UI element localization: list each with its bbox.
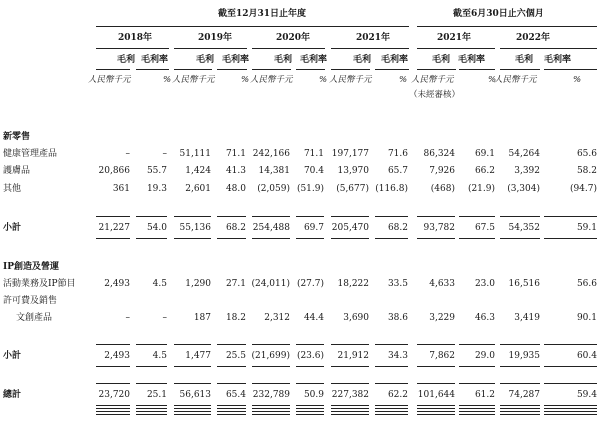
double-rule-total-b-gm-2020 <box>296 411 324 415</box>
section-ip: IP創造及營運 <box>3 262 59 272</box>
cell-gm-2018: 54.0 <box>146 223 167 233</box>
rule-above-subtotal-ip-gp-2020 <box>252 344 290 345</box>
rule-above-subtotal-retail-gp-2019 <box>174 216 211 217</box>
cell-gm-2021: 68.2 <box>387 223 408 233</box>
cell-gm-2021-h1: 29.0 <box>474 351 495 361</box>
cell-gm-2018: 4.5 <box>152 351 167 361</box>
cell-gm-2018: – <box>162 149 167 159</box>
rule-above-subtotal-retail-gm-2022-h1 <box>544 216 597 217</box>
cell-gm-2021: 62.2 <box>387 390 408 400</box>
unit-rmb-2018: 人民幣千元 <box>88 75 131 85</box>
double-rule-total-b-gp-2021-h1 <box>417 411 455 415</box>
row-label-other: 其他 <box>3 184 22 194</box>
cell-gp-2022-h1: 54,264 <box>508 149 540 159</box>
cell-gm-2018: 19.3 <box>146 184 167 194</box>
cell-gp-2021-h1: 7,926 <box>429 166 455 176</box>
cell-gm-2018: 4.5 <box>152 279 167 289</box>
rule-gp-2020 <box>252 69 291 70</box>
double-rule-total-gm-2019 <box>217 405 246 409</box>
rule-above-total-gp-2019 <box>174 383 211 384</box>
double-rule-total-b-gp-2021 <box>331 411 369 415</box>
cell-gp-2021: 21,912 <box>337 351 369 361</box>
cell-gm-2020: 70.4 <box>303 166 324 176</box>
unit-rmb-2019: 人民幣千元 <box>172 75 215 85</box>
divider-2019 <box>174 48 247 49</box>
year-2021: 2021年 <box>356 33 391 43</box>
rule-gp-2021 <box>331 69 370 70</box>
rule-below-subtotal-ip-gp-2021 <box>331 366 369 367</box>
cell-gp-2018: 20,866 <box>98 166 130 176</box>
rule-gp-2018 <box>96 69 130 70</box>
unit-pct-2020: % <box>319 75 328 85</box>
double-rule-total-gm-2021 <box>375 405 408 409</box>
cell-gm-2020: 69.7 <box>303 223 324 233</box>
double-rule-total-gp-2021 <box>331 405 369 409</box>
unit-rmb-2020: 人民幣千元 <box>250 75 293 85</box>
cell-gp-2018: 23,720 <box>98 390 130 400</box>
rule-above-total-gp-2018 <box>96 383 130 384</box>
rule-above-subtotal-retail-gp-2021 <box>331 216 369 217</box>
header-six-months: 截至6月30日止六個月 <box>453 9 544 19</box>
cell-gm-2019: 27.1 <box>225 279 246 289</box>
cell-gm-2020: (51.9) <box>296 184 324 194</box>
year-2018: 2018年 <box>118 33 153 43</box>
rule-above-subtotal-retail-gm-2021-h1 <box>459 216 495 217</box>
row-label-ip-license: 許可費及銷售 <box>3 296 58 306</box>
cell-gp-2020: (21,699) <box>251 351 290 361</box>
unaudited-note: （未經審核） <box>409 90 461 100</box>
cell-gp-2021: 205,470 <box>331 223 369 233</box>
cell-gp-2020: 14,381 <box>258 166 290 176</box>
double-rule-total-gp-2018 <box>96 405 130 409</box>
cell-gm-2020: (23.6) <box>296 351 324 361</box>
cell-gm-2021: 71.6 <box>387 149 408 159</box>
col-gm-2018: 毛利率 <box>141 55 169 65</box>
rule-below-subtotal-ip-gm-2020 <box>296 366 324 367</box>
cell-gm-2018: – <box>162 313 167 323</box>
double-rule-total-b-gm-2019 <box>217 411 246 415</box>
cell-gp-2021-h1: 93,782 <box>423 223 455 233</box>
rule-above-subtotal-retail-gm-2021 <box>375 216 408 217</box>
rule-above-total-gm-2019 <box>217 383 246 384</box>
row-label-skincare: 護膚品 <box>3 166 31 176</box>
cell-gp-2020: 2,312 <box>264 313 290 323</box>
cell-gm-2020: 71.1 <box>303 149 324 159</box>
cell-gm-2018: 25.1 <box>146 390 167 400</box>
rule-below-subtotal-retail-gm-2022-h1 <box>544 238 597 239</box>
rule-above-subtotal-ip-gp-2021-h1 <box>417 344 455 345</box>
cell-gm-2020: (27.7) <box>296 279 324 289</box>
double-rule-total-b-gp-2022-h1 <box>500 411 540 415</box>
rule-above-total-gm-2020 <box>296 383 324 384</box>
col-gm-2021-h1: 毛利率 <box>458 55 486 65</box>
rule-below-subtotal-retail-gm-2018 <box>136 238 167 239</box>
cell-gm-2019: 65.4 <box>225 390 246 400</box>
divider-2022-h1 <box>500 48 597 49</box>
cell-gm-2022-h1: 60.4 <box>576 351 597 361</box>
row-label-subtotal-retail: 小計 <box>3 223 22 233</box>
double-rule-total-b-gp-2019 <box>174 411 211 415</box>
rule-below-subtotal-retail-gp-2021 <box>331 238 369 239</box>
cell-gp-2021: 197,177 <box>331 149 369 159</box>
rule-above-subtotal-retail-gp-2020 <box>252 216 290 217</box>
rule-below-subtotal-retail-gp-2022-h1 <box>500 238 540 239</box>
rule-above-subtotal-retail-gp-2018 <box>96 216 130 217</box>
cell-gm-2021: 33.5 <box>387 279 408 289</box>
rule-above-subtotal-ip-gp-2019 <box>174 344 211 345</box>
rule-below-subtotal-ip-gp-2018 <box>96 366 130 367</box>
col-gp-2019: 毛利 <box>196 55 215 65</box>
cell-gp-2019: 55,136 <box>179 223 211 233</box>
divider-year-end <box>96 26 409 27</box>
col-gm-2021: 毛利率 <box>381 55 409 65</box>
col-gp-2022-h1: 毛利 <box>515 55 534 65</box>
cell-gm-2022-h1: 59.1 <box>576 223 597 233</box>
rule-above-subtotal-retail-gp-2022-h1 <box>500 216 540 217</box>
col-gm-2019: 毛利率 <box>222 55 250 65</box>
cell-gp-2020: (2,059) <box>257 184 290 194</box>
cell-gp-2022-h1: 54,352 <box>508 223 540 233</box>
cell-gm-2019: 25.5 <box>225 351 246 361</box>
rule-below-subtotal-retail-gp-2019 <box>174 238 211 239</box>
double-rule-total-gm-2022-h1 <box>544 405 597 409</box>
rule-above-total-gp-2020 <box>252 383 290 384</box>
divider-2021 <box>331 48 409 49</box>
col-gp-2021: 毛利 <box>353 55 372 65</box>
rule-below-subtotal-ip-gm-2018 <box>136 366 167 367</box>
cell-gm-2019: 48.0 <box>225 184 246 194</box>
col-gp-2020: 毛利 <box>274 55 293 65</box>
rule-above-subtotal-retail-gm-2019 <box>217 216 246 217</box>
rule-above-total-gm-2021-h1 <box>459 383 495 384</box>
cell-gp-2021: 227,382 <box>331 390 369 400</box>
unit-pct-2022-h1: % <box>573 75 582 85</box>
rule-above-total-gp-2021-h1 <box>417 383 455 384</box>
cell-gm-2020: 44.4 <box>303 313 324 323</box>
rule-below-subtotal-retail-gp-2018 <box>96 238 130 239</box>
cell-gp-2020: (24,011) <box>251 279 290 289</box>
cell-gm-2021-h1: 66.2 <box>474 166 495 176</box>
section-new-retail: 新零售 <box>3 132 31 142</box>
rule-gm-2018 <box>136 69 169 70</box>
rule-below-subtotal-ip-gp-2022-h1 <box>500 366 540 367</box>
cell-gm-2021: (116.8) <box>375 184 408 194</box>
cell-gp-2022-h1: 3,392 <box>514 166 540 176</box>
double-rule-total-b-gp-2018 <box>96 411 130 415</box>
cell-gp-2020: 242,166 <box>252 149 290 159</box>
rule-gm-2021 <box>375 69 409 70</box>
rule-above-subtotal-ip-gm-2021-h1 <box>459 344 495 345</box>
rule-above-subtotal-ip-gm-2021 <box>375 344 408 345</box>
row-label-ip-events: 活動業務及IP節目 <box>3 279 76 289</box>
rule-above-subtotal-retail-gm-2018 <box>136 216 167 217</box>
cell-gm-2022-h1: 58.2 <box>576 166 597 176</box>
cell-gp-2022-h1: 16,516 <box>508 279 540 289</box>
cell-gp-2020: 232,789 <box>252 390 290 400</box>
double-rule-total-gm-2018 <box>136 405 167 409</box>
rule-above-subtotal-ip-gm-2022-h1 <box>544 344 597 345</box>
cell-gp-2019: 51,111 <box>179 149 211 159</box>
cell-gp-2019: 187 <box>193 313 211 323</box>
cell-gp-2021-h1: 101,644 <box>417 390 455 400</box>
rule-above-total-gp-2021 <box>331 383 369 384</box>
rule-below-subtotal-ip-gm-2019 <box>217 366 246 367</box>
rule-below-subtotal-ip-gm-2022-h1 <box>544 366 597 367</box>
rule-below-subtotal-retail-gm-2021 <box>375 238 408 239</box>
cell-gp-2018: 361 <box>112 184 130 194</box>
cell-gp-2021-h1: 7,862 <box>429 351 455 361</box>
row-label-subtotal-ip: 小計 <box>3 351 22 361</box>
rule-below-subtotal-ip-gp-2020 <box>252 366 290 367</box>
rule-gp-2021-h1 <box>417 69 456 70</box>
cell-gp-2022-h1: 19,935 <box>508 351 540 361</box>
rule-above-subtotal-retail-gm-2020 <box>296 216 324 217</box>
cell-gm-2021-h1: 46.3 <box>474 313 495 323</box>
cell-gm-2022-h1: 90.1 <box>576 313 597 323</box>
rule-below-subtotal-ip-gp-2019 <box>174 366 211 367</box>
double-rule-total-b-gm-2021-h1 <box>459 411 495 415</box>
cell-gp-2021-h1: (468) <box>430 184 455 194</box>
rule-above-total-gp-2022-h1 <box>500 383 540 384</box>
cell-gp-2021-h1: 86,324 <box>423 149 455 159</box>
rule-above-subtotal-retail-gp-2021-h1 <box>417 216 455 217</box>
cell-gp-2022-h1: 3,419 <box>514 313 540 323</box>
cell-gp-2018: – <box>125 313 130 323</box>
cell-gm-2021-h1: 61.2 <box>474 390 495 400</box>
row-label-health: 健康管理產品 <box>3 149 58 159</box>
col-gp-2018: 毛利 <box>117 55 136 65</box>
rule-below-subtotal-retail-gm-2020 <box>296 238 324 239</box>
rule-below-subtotal-retail-gm-2019 <box>217 238 246 239</box>
cell-gp-2018: 2,493 <box>104 279 130 289</box>
year-2022-h1: 2022年 <box>516 33 551 43</box>
cell-gm-2021-h1: 23.0 <box>474 279 495 289</box>
rule-below-subtotal-retail-gp-2021-h1 <box>417 238 455 239</box>
divider-six-months <box>417 26 597 27</box>
rule-below-subtotal-ip-gp-2021-h1 <box>417 366 455 367</box>
rule-gm-2021-h1 <box>459 69 495 70</box>
rule-above-subtotal-ip-gm-2018 <box>136 344 167 345</box>
cell-gp-2022-h1: 74,287 <box>508 390 540 400</box>
unit-pct-2018: % <box>163 75 172 85</box>
cell-gm-2018: 55.7 <box>146 166 167 176</box>
rule-below-subtotal-retail-gp-2020 <box>252 238 290 239</box>
cell-gm-2019: 41.3 <box>225 166 246 176</box>
cell-gp-2018: 2,493 <box>104 351 130 361</box>
rule-above-total-gm-2018 <box>136 383 167 384</box>
cell-gm-2019: 18.2 <box>225 313 246 323</box>
rule-above-subtotal-ip-gm-2020 <box>296 344 324 345</box>
divider-2020 <box>252 48 325 49</box>
cell-gp-2018: 21,227 <box>98 223 130 233</box>
rule-gm-2022-h1 <box>544 69 597 70</box>
rule-below-subtotal-retail-gm-2021-h1 <box>459 238 495 239</box>
col-gm-2020: 毛利率 <box>300 55 328 65</box>
cell-gm-2021: 34.3 <box>387 351 408 361</box>
row-label-total: 總計 <box>3 390 22 400</box>
rule-gm-2019 <box>217 69 247 70</box>
rule-below-subtotal-ip-gm-2021-h1 <box>459 366 495 367</box>
double-rule-total-gp-2019 <box>174 405 211 409</box>
rule-above-subtotal-ip-gp-2021 <box>331 344 369 345</box>
cell-gp-2018: – <box>125 149 130 159</box>
year-2019: 2019年 <box>198 33 233 43</box>
cell-gp-2019: 2,601 <box>185 184 211 194</box>
rule-above-total-gm-2022-h1 <box>544 383 597 384</box>
cell-gp-2020: 254,488 <box>252 223 290 233</box>
unit-pct-2019: % <box>241 75 250 85</box>
cell-gp-2021: 3,690 <box>343 313 369 323</box>
year-2020: 2020年 <box>276 33 311 43</box>
double-rule-total-b-gm-2022-h1 <box>544 411 597 415</box>
rule-above-total-gm-2021 <box>375 383 408 384</box>
rule-above-subtotal-ip-gm-2019 <box>217 344 246 345</box>
col-gp-2021-h1: 毛利 <box>432 55 451 65</box>
unit-rmb-2021-h1: 人民幣千元 <box>411 75 454 85</box>
cell-gm-2019: 68.2 <box>225 223 246 233</box>
cell-gm-2021: 65.7 <box>387 166 408 176</box>
col-gm-2022-h1: 毛利率 <box>544 55 572 65</box>
double-rule-total-b-gm-2018 <box>136 411 167 415</box>
rule-above-subtotal-ip-gp-2018 <box>96 344 130 345</box>
cell-gm-2022-h1: 65.6 <box>576 149 597 159</box>
cell-gm-2022-h1: 59.4 <box>576 390 597 400</box>
cell-gp-2021-h1: 3,229 <box>429 313 455 323</box>
divider-2018 <box>96 48 169 49</box>
row-label-cultural: 文創產品 <box>16 313 53 323</box>
unit-rmb-2022-h1: 人民幣千元 <box>494 75 537 85</box>
cell-gp-2022-h1: (3,304) <box>507 184 540 194</box>
cell-gm-2022-h1: 56.6 <box>576 279 597 289</box>
cell-gm-2022-h1: (94.7) <box>569 184 597 194</box>
cell-gp-2019: 1,290 <box>185 279 211 289</box>
divider-2021-h1 <box>417 48 495 49</box>
double-rule-total-gm-2020 <box>296 405 324 409</box>
cell-gm-2021-h1: 69.1 <box>474 149 495 159</box>
double-rule-total-b-gp-2020 <box>252 411 290 415</box>
rule-gm-2020 <box>296 69 325 70</box>
cell-gp-2021: 13,970 <box>337 166 369 176</box>
cell-gm-2021: 38.6 <box>387 313 408 323</box>
unit-rmb-2021: 人民幣千元 <box>329 75 372 85</box>
rule-above-subtotal-ip-gp-2022-h1 <box>500 344 540 345</box>
double-rule-total-gp-2021-h1 <box>417 405 455 409</box>
unit-pct-2021-h1: % <box>488 75 497 85</box>
cell-gp-2019: 1,477 <box>185 351 211 361</box>
double-rule-total-b-gm-2021 <box>375 411 408 415</box>
cell-gm-2020: 50.9 <box>303 390 324 400</box>
rule-gp-2022-h1 <box>500 69 540 70</box>
cell-gp-2021: (5,677) <box>336 184 369 194</box>
header-year-end: 截至12月31日止年度 <box>218 9 307 19</box>
double-rule-total-gm-2021-h1 <box>459 405 495 409</box>
cell-gm-2019: 71.1 <box>225 149 246 159</box>
cell-gp-2021-h1: 4,633 <box>429 279 455 289</box>
rule-below-subtotal-ip-gm-2021 <box>375 366 408 367</box>
cell-gp-2019: 56,613 <box>179 390 211 400</box>
cell-gp-2019: 1,424 <box>185 166 211 176</box>
cell-gm-2021-h1: (21.9) <box>467 184 495 194</box>
rule-gp-2019 <box>174 69 212 70</box>
double-rule-total-gp-2020 <box>252 405 290 409</box>
year-2021-h1: 2021年 <box>437 33 472 43</box>
unit-pct-2021: % <box>399 75 408 85</box>
cell-gp-2021: 18,222 <box>337 279 369 289</box>
double-rule-total-gp-2022-h1 <box>500 405 540 409</box>
cell-gm-2021-h1: 67.5 <box>474 223 495 233</box>
